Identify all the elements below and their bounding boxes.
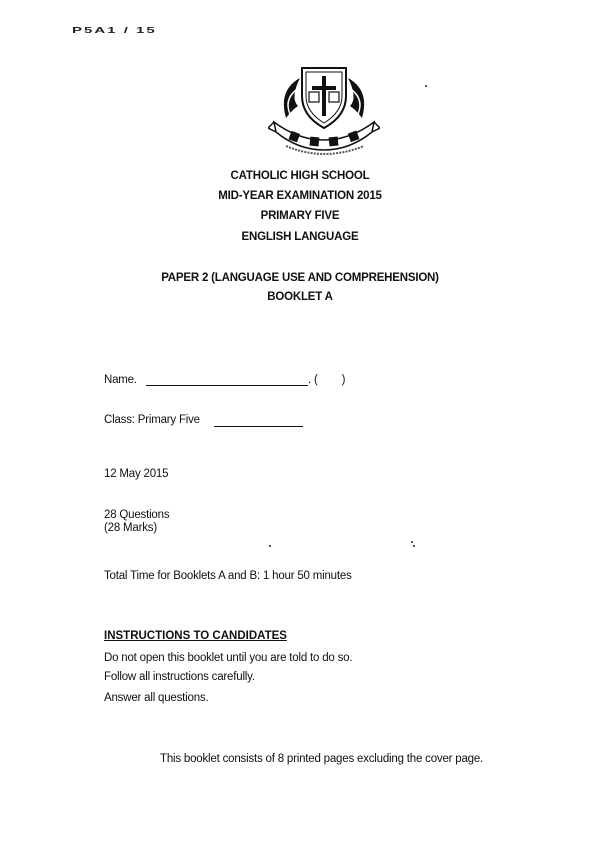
speck-mark xyxy=(411,541,413,543)
instruction-item: Do not open this booklet until you are told to do so. xyxy=(104,652,353,664)
instruction-item: Follow all instructions carefully. xyxy=(104,671,255,683)
instructions-heading: INSTRUCTIONS TO CANDIDATES xyxy=(104,630,287,642)
name-line[interactable] xyxy=(146,373,308,386)
register-number-parens: . ( ) xyxy=(308,374,346,386)
subject-title: ENGLISH LANGUAGE xyxy=(241,231,359,243)
name-label: Name. xyxy=(104,374,137,386)
speck-mark xyxy=(413,545,415,547)
speck-mark xyxy=(269,545,271,547)
school-name: CATHOLIC HIGH SCHOOL xyxy=(230,170,370,182)
instruction-item: Answer all questions. xyxy=(104,692,209,704)
class-label: Class: Primary Five xyxy=(104,414,200,426)
booklet-title: BOOKLET A xyxy=(267,291,333,303)
booklet-page-note: This booklet consists of 8 printed pages excluding the cover page. xyxy=(160,753,484,765)
exam-title: MID-YEAR EXAMINATION 2015 xyxy=(218,190,382,202)
class-line[interactable] xyxy=(214,414,303,427)
paper-title: PAPER 2 (LANGUAGE USE AND COMPREHENSION) xyxy=(161,272,439,284)
top-mark: P5A1 / 15 xyxy=(72,26,157,36)
school-crest-icon xyxy=(268,62,380,160)
exam-date: 12 May 2015 xyxy=(104,468,169,480)
level-title: PRIMARY FIVE xyxy=(260,210,340,222)
mark-count: (28 Marks) xyxy=(104,522,157,534)
speck-mark xyxy=(425,85,427,87)
question-count: 28 Questions xyxy=(104,509,170,521)
total-time: Total Time for Booklets A and B: 1 hour 50 minutes xyxy=(104,570,352,582)
